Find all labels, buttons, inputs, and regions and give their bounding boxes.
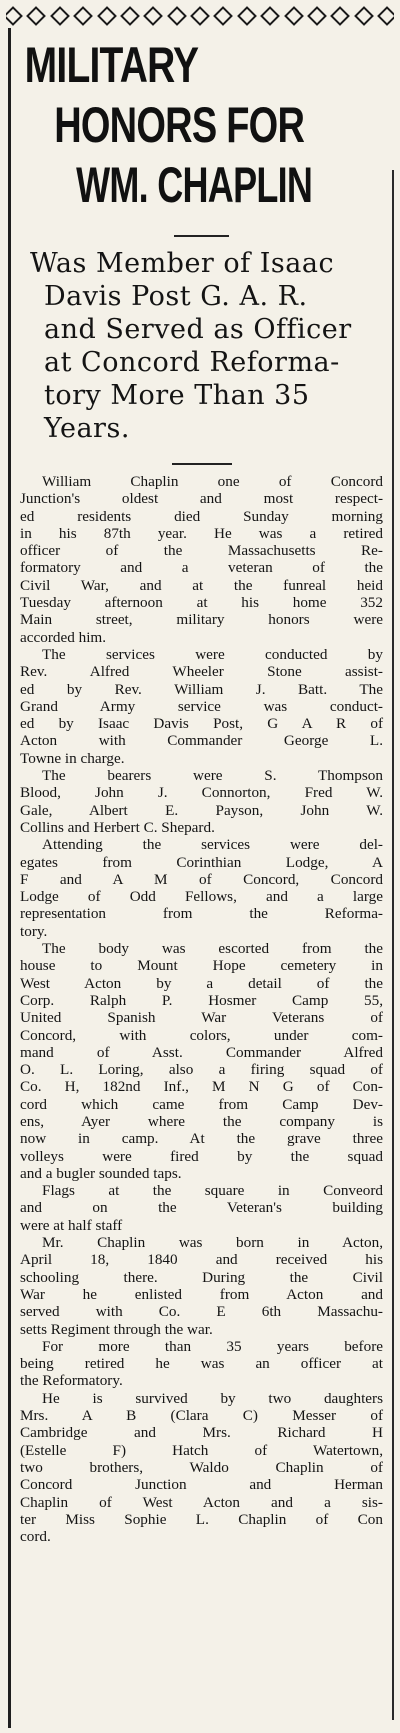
paragraph-line: representation from the Reforma-	[20, 905, 383, 923]
paragraph-line: accorded him.	[20, 628, 107, 646]
paragraph-line: Concord, with colors, under com-	[20, 1026, 383, 1044]
paragraph-line: officer of the Massachusetts Re-	[20, 542, 383, 560]
paragraph-line: Lodge of Odd Fellows, and a large	[20, 888, 383, 906]
article-paragraph	[20, 1338, 383, 1390]
paragraph-line: The services were conducted by	[42, 645, 383, 663]
paragraph-line: Junction's oldest and most respect-	[20, 490, 383, 508]
paragraph-line: setts Regiment through the war.	[20, 1320, 213, 1338]
paragraph-line: now in camp. At the grave three	[20, 1130, 383, 1148]
paragraph-line: Gale, Albert E. Payson, John W.	[20, 801, 383, 819]
headline-line: HONORS FOR	[54, 97, 305, 153]
paragraph-line: Blood, John J. Connorton, Fred W.	[20, 784, 383, 802]
paragraph-line: Co. H, 182nd Inf., M N G of Con-	[20, 1078, 383, 1096]
article-body	[20, 473, 383, 1545]
paragraph-line: house to Mount Hope cemetery in	[20, 957, 383, 975]
paragraph-line: Concord Junction and Herman	[20, 1476, 383, 1494]
paragraph-line: Corp. Ralph P. Hosmer Camp 55,	[20, 991, 383, 1009]
paragraph-line: Grand Army service was conduct-	[20, 697, 383, 715]
subheadline-line: Was Member of Isaac	[30, 248, 335, 279]
paragraph-line: He is survived by two daughters	[42, 1389, 383, 1407]
paragraph-line: ter Miss Sophie L. Chaplin of Con	[20, 1510, 383, 1528]
paragraph-line: Civil War, and at the funreal heid	[20, 576, 383, 594]
paragraph-line: The bearers were S. Thompson	[42, 767, 383, 785]
subheadline-divider	[172, 463, 232, 465]
paragraph-line: tory.	[20, 922, 48, 940]
article-paragraph	[20, 1390, 383, 1546]
paragraph-line: being retired he was an officer at	[20, 1355, 383, 1373]
paragraph-line: Acton with Commander George L.	[20, 732, 383, 750]
article-paragraph	[20, 1234, 383, 1338]
paragraph-line: two brothers, Waldo Chaplin of	[20, 1458, 383, 1476]
article-paragraph	[20, 1182, 383, 1234]
article-paragraph	[20, 473, 383, 646]
paragraph-line: Attending the services were del-	[42, 836, 383, 854]
paragraph-line: and a bugler sounded taps.	[20, 1164, 182, 1182]
subheadline-line: at Concord Reforma-	[44, 347, 340, 378]
article-column	[20, 20, 383, 1545]
paragraph-line: and on the Veteran's building	[20, 1199, 383, 1217]
right-column-rule	[392, 170, 394, 1720]
paragraph-line: United Spanish War Veterans of	[20, 1009, 383, 1027]
paragraph-line: Chaplin of West Acton and a sis-	[20, 1493, 383, 1511]
paragraph-line: Mr. Chaplin was born in Acton,	[42, 1234, 383, 1252]
paragraph-line: egates from Corinthian Lodge, A	[20, 853, 383, 871]
paragraph-line: Flags at the square in Conveord	[42, 1182, 383, 1200]
paragraph-line: cord.	[20, 1528, 51, 1546]
paragraph-line: the Reformatory.	[20, 1372, 123, 1390]
paragraph-line: ens, Ayer where the company is	[20, 1112, 383, 1130]
paragraph-line: Collins and Herbert C. Shepard.	[20, 818, 215, 836]
paragraph-line: mand of Asst. Commander Alfred	[20, 1043, 383, 1061]
left-column-rule	[8, 28, 11, 1728]
paragraph-line: schooling there. During the Civil	[20, 1268, 383, 1286]
subheadline-line: and Served as Officer	[44, 314, 352, 345]
subheadline-line: Davis Post G. A. R.	[44, 281, 308, 312]
paragraph-line: volleys were fired by the squad	[20, 1147, 383, 1165]
paragraph-line: F and A M of Concord, Concord	[20, 870, 383, 888]
paragraph-line: O. L. Loring, also a firing squad of	[20, 1061, 383, 1079]
paragraph-line: War he enlisted from Acton and	[20, 1285, 383, 1303]
article-paragraph	[20, 646, 383, 767]
paragraph-line: The body was escorted from the	[42, 940, 383, 958]
paragraph-line: Tuesday afternoon at his home 352	[20, 594, 383, 612]
paragraph-line: Towne in charge.	[20, 749, 125, 767]
headline-line: WM. CHAPLIN	[76, 157, 313, 213]
paragraph-line: ed by Rev. William J. Batt. The	[20, 680, 383, 698]
paragraph-line: (Estelle F) Hatch of Watertown,	[20, 1441, 383, 1459]
headline	[20, 35, 383, 215]
headline-line: MILITARY	[24, 37, 199, 93]
article-paragraph	[20, 836, 383, 940]
paragraph-line: served with Co. E 6th Massachu-	[20, 1303, 383, 1321]
subheadline	[30, 247, 377, 445]
paragraph-line: in his 87th year. He was a retired	[20, 524, 383, 542]
paragraph-line: William Chaplin one of Concord	[42, 473, 383, 490]
paragraph-line: ed residents died Sunday morning	[20, 507, 383, 525]
article-paragraph	[20, 767, 383, 836]
headline-divider	[174, 235, 229, 237]
article-paragraph	[20, 940, 383, 1182]
paragraph-line: formatory and a veteran of the	[20, 559, 383, 577]
subheadline-line: Years.	[44, 413, 130, 444]
paragraph-line: cord which came from Camp Dev-	[20, 1095, 383, 1113]
paragraph-line: Cambridge and Mrs. Richard H	[20, 1424, 383, 1442]
paragraph-line: Rev. Alfred Wheeler Stone assist-	[20, 663, 383, 681]
paragraph-line: ed by Isaac Davis Post, G A R of	[20, 715, 383, 733]
paragraph-line: April 18, 1840 and received his	[20, 1251, 383, 1269]
subheadline-line: tory More Than 35	[44, 380, 310, 411]
paragraph-line: Main street, military honors were	[20, 611, 383, 629]
paragraph-line: For more than 35 years before	[42, 1337, 383, 1355]
paragraph-line: West Acton by a detail of the	[20, 974, 383, 992]
paragraph-line: were at half staff	[20, 1216, 123, 1234]
paragraph-line: Mrs. A B (Clara C) Messer of	[20, 1407, 383, 1425]
